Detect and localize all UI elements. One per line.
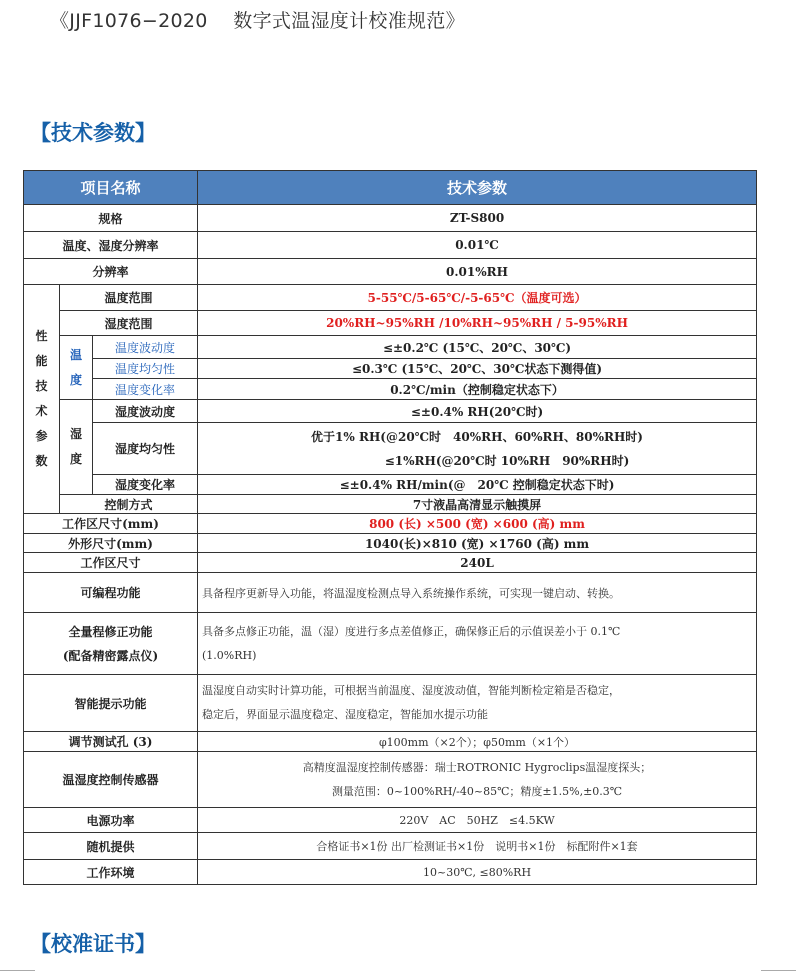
spec-table: [23, 170, 757, 885]
table-row: [24, 232, 757, 259]
table-row: [24, 205, 757, 232]
row-label-outer-size: 外形尺寸(mm): [24, 534, 198, 553]
row-label-resolution: 分辨率: [24, 259, 198, 285]
row-label-spec: 规格: [24, 205, 198, 232]
row-label-work-volume: 工作区尺寸: [24, 553, 198, 573]
row-value-smart-prompt: [198, 675, 757, 732]
row-label-hum-unif: 湿度均匀性: [93, 423, 198, 475]
table-row: [24, 495, 757, 514]
table-row: [24, 285, 757, 311]
row-value-control-mode: 7寸液晶高清显示触摸屏: [198, 495, 757, 514]
col-header-param: 技术参数: [198, 171, 757, 205]
table-header-row: [24, 171, 757, 205]
row-label-sensor: 温湿度控制传感器: [24, 752, 198, 808]
row-label-temp-unif: 温度均匀性: [93, 359, 198, 379]
row-value-hum-fluct: ≤±0.4% RH(20℃时): [198, 400, 757, 423]
row-value-hum-rate: ≤±0.4% RH/min(@ 20℃ 控制稳定状态下时): [198, 475, 757, 495]
full-range-label-1: 全量程修正功能: [68, 624, 153, 639]
row-label-full-range: [24, 613, 198, 675]
row-value-accessories: 合格证书×1份 出厂检测证书×1份 说明书×1份 标配附件×1套: [198, 833, 757, 860]
row-label-programmable: 可编程功能: [24, 573, 198, 613]
sensor-line-2: 测量范围：0~100%RH/-40~85℃；精度±1.5%,±0.3℃: [331, 784, 623, 798]
divider-left: [0, 970, 35, 971]
hum-group-label: 湿 度: [60, 400, 93, 495]
table-row: [24, 423, 757, 475]
row-value-programmable: 具备程序更新导入功能，将温湿度检测点导入系统操作系统，可实现一键启动、转换。: [198, 573, 757, 613]
standard-title: 《JJF1076−2020 数字式温湿度计校准规范》: [50, 10, 465, 32]
row-label-hum-rate: 湿度变化率: [93, 475, 198, 495]
full-range-line-1: 具备多点修正功能，温（湿）度进行多点差值修正，确保修正后的示值误差小于 0.1℃: [202, 624, 621, 638]
row-value-resolution: 0.01%RH: [198, 259, 757, 285]
row-value-spec: ZT-S800: [198, 205, 757, 232]
full-range-label-2: (配备精密露点仪): [62, 648, 159, 663]
smart-prompt-line-1: 温湿度自动实时计算功能，可根据当前温度、湿度波动值，智能判断检定箱是否稳定，: [202, 684, 621, 697]
row-value-test-hole: φ100mm（×2个）；φ50mm（×1个）: [198, 732, 757, 752]
row-label-temp-rate: 温度变化率: [93, 379, 198, 400]
row-label-resolution-th: 温度、湿度分辨率: [24, 232, 198, 259]
col-header-item: 项目名称: [24, 171, 198, 205]
smart-prompt-line-2: 稳定后，界面显示温度稳定、湿度稳定，智能加水提示功能: [202, 708, 489, 721]
section-title-tech-params: 【技术参数】: [30, 121, 156, 145]
table-row: [24, 573, 757, 613]
table-row: [24, 514, 757, 534]
table-row: [24, 475, 757, 495]
sensor-line-1: 高精度温湿度控制传感器：瑞士ROTRONIC Hygroclips温湿度探头；: [302, 760, 652, 774]
divider-right: [761, 970, 796, 971]
table-row: [24, 752, 757, 808]
row-label-work-size: 工作区尺寸(mm): [24, 514, 198, 534]
row-label-accessories: 随机提供: [24, 833, 198, 860]
row-label-smart-prompt: 智能提示功能: [24, 675, 198, 732]
table-row: [24, 732, 757, 752]
row-value-temp-unif: ≤0.3℃ (15℃、20℃、30℃状态下测得值): [198, 359, 757, 379]
full-range-line-2: (1.0%RH): [202, 648, 257, 662]
row-label-temp-range: 温度范围: [60, 285, 198, 311]
row-value-temp-rate: 0.2℃/min（控制稳定状态下）: [198, 379, 757, 400]
table-row: [24, 675, 757, 732]
row-label-control-mode: 控制方式: [60, 495, 198, 514]
row-value-temp-range: 5-55℃/5-65℃/-5-65℃（温度可选）: [198, 285, 757, 311]
table-row: [24, 613, 757, 675]
table-row: [24, 534, 757, 553]
table-row: [24, 379, 757, 400]
table-row: [24, 336, 757, 359]
row-value-resolution-th: 0.01℃: [198, 232, 757, 259]
row-label-temp-fluct: 温度波动度: [93, 336, 198, 359]
hum-unif-line-1: 优于1% RH(@20℃时 40%RH、60%RH、80%RH时): [311, 429, 643, 444]
temp-group-label: 温 度: [60, 336, 93, 400]
perf-group-label: 性 能 技 术 参 数: [24, 285, 60, 514]
row-value-power: 220V AC 50HZ ≤4.5KW: [198, 808, 757, 833]
row-value-environment: 10~30℃, ≤80%RH: [198, 860, 757, 885]
row-label-hum-range: 湿度范围: [60, 311, 198, 336]
hum-unif-line-2: ≤1%RH(@20℃时 10%RH 90%RH时): [384, 453, 630, 468]
table-row: [24, 259, 757, 285]
table-row: [24, 359, 757, 379]
row-label-hum-fluct: 湿度波动度: [93, 400, 198, 423]
row-value-sensor: [198, 752, 757, 808]
table-row: [24, 553, 757, 573]
row-value-hum-unif: [198, 423, 757, 475]
row-value-work-size: 800 (长) ×500 (宽) ×600 (高) mm: [198, 514, 757, 534]
section-title-calibration-cert: 【校准证书】: [30, 932, 156, 956]
table-row: [24, 400, 757, 423]
table-row: [24, 311, 757, 336]
row-value-work-volume: 240L: [198, 553, 757, 573]
row-label-environment: 工作环境: [24, 860, 198, 885]
row-label-test-hole: 调节测试孔 (3): [24, 732, 198, 752]
row-value-outer-size: 1040(长)×810 (宽) ×1760 (高) mm: [198, 534, 757, 553]
row-value-temp-fluct: ≤±0.2℃ (15℃、20℃、30℃): [198, 336, 757, 359]
page-divider: [0, 964, 796, 974]
row-label-power: 电源功率: [24, 808, 198, 833]
table-row: [24, 808, 757, 833]
row-value-hum-range: 20%RH~95%RH /10%RH~95%RH / 5-95%RH: [198, 311, 757, 336]
row-value-full-range: [198, 613, 757, 675]
table-row: [24, 833, 757, 860]
table-row: [24, 860, 757, 885]
